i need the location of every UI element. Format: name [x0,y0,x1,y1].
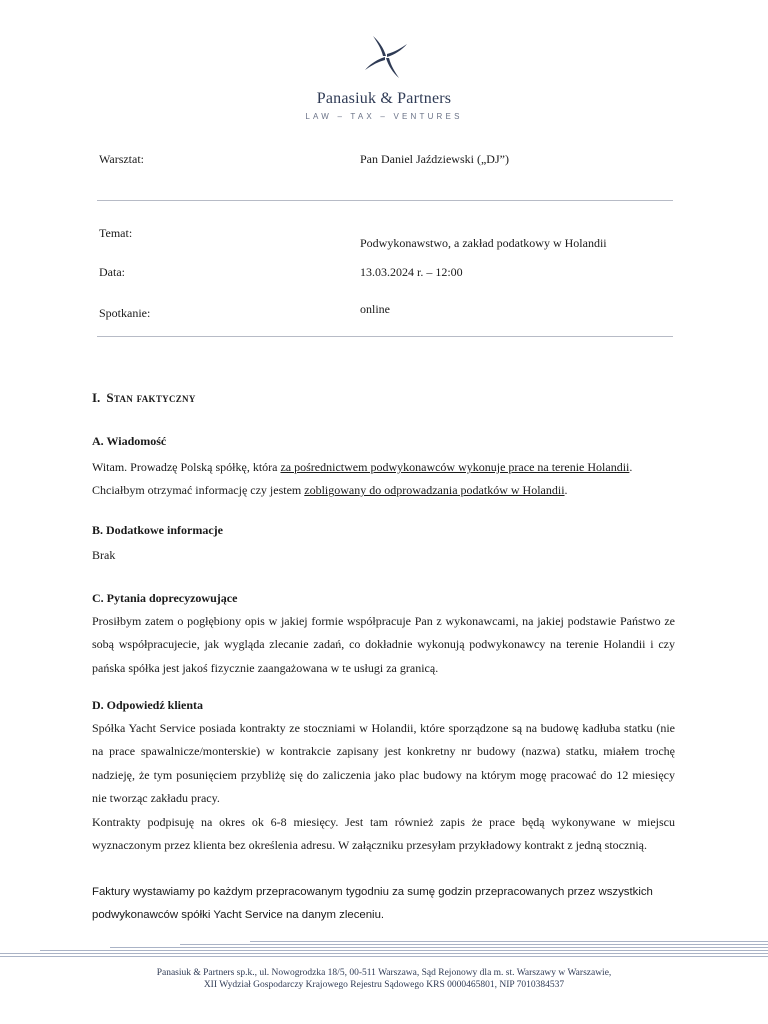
meeting-label: Spotkanie: [99,306,151,320]
section-title [92,390,196,406]
additional-info-text: Brak [92,548,116,562]
date-label: Data: [99,265,125,279]
meeting-value: online [360,302,390,316]
firm-logo-icon [362,33,410,81]
client-answer-paragraph [92,717,675,857]
section-number: I. [92,390,101,405]
section-title-text: Stan faktyczny [106,390,196,405]
footer-legal-text [0,967,768,991]
message-paragraph [92,456,675,503]
subject-label: Temat: [99,226,133,240]
footer-line-1: Panasiuk & Partners sp.k., ul. Nowogrodzka 18/5, 00-511 Warszawa, Sąd Rejonowy dla m. st. Warszawy w Warszawie, [156,968,612,978]
text-run: . [629,460,633,474]
date-value: 13.03.2024 r. – 12:00 [360,265,463,279]
subsection-heading-b: B. Dodatkowe informacje [92,523,223,537]
questions-paragraph: Prosiłbym zatem o pogłębiony opis w jakiej formie współpracuje Pan z wykonawcami, na jakiej podstawie Państwo ze sobą współpracujecie, jak wygląda zlecanie zadań, co dokładnie wykonują podwykonawcy na terenie Holandii i czy pańska spółka jest jakoś fizycznie zaangażowana w te usługi za granicą. [92,614,675,675]
text-run: Chciałbym otrzymać informację czy jestem [92,483,305,498]
firm-tagline: LAW – TAX – VENTURES [305,112,463,121]
subject-value: Podwykonawstwo, a zakład podatkowy w Holandii [360,236,607,250]
text-run: Witam. Prowadzę Polską spółkę, która [92,460,281,474]
text-run: Kontrakty podpisuję na okres ok 6-8 miesięcy. Jest tam również zapis że prace będą wykonywane w miejscu wyznaczonym przez klienta bez określenia adresu. W załączniku przesyłam przykładowy kontrakt z jedną stocznią. [92,814,675,853]
workshop-label: Warsztat: [99,152,145,166]
underlined-text: za pośrednictwem podwykonawców wykonuje prace na terenie Holandii [280,460,630,474]
text-run: . [564,483,568,498]
text-run: Spółka Yacht Service posiada kontrakty ze stoczniami w Holandii, które sporządzone są na budowę kadłuba statku (nie na prace spawalnicze/monterskie) w kontrakcie zapisany jest konkretny nr budowy (nazwa) statku, miałem trochę nadzieję, że tym posunięciem przybliżę się do zaliczenia jako plac budowy na którym mogę pracować do 12 miesięcy nie tworząc zakładu pracy. [92,721,675,806]
divider [97,336,673,337]
workshop-value: Pan Daniel Jaździewski („DJ”) [360,152,509,166]
footer-line-2: XII Wydział Gospodarczy Krajowego Rejestru Sądowego KRS 0000465801, NIP 7010384537 [203,980,565,990]
invoice-paragraph: Faktury wystawiamy po każdym przepracowanym tygodniu za sumę godzin przepracowanych przez wszystkich podwykonawców spółki Yacht Service na danym zleceniu. [92,886,653,921]
firm-name: Panasiuk & Partners [316,90,452,107]
subsection-heading-c: C. Pytania doprecyzowujące [92,591,238,605]
subsection-heading-a: A. Wiadomość [92,434,167,448]
subsection-heading-d: D. Odpowiedź klienta [92,698,204,712]
divider [97,200,673,201]
underlined-text: zobligowany do odprowadzania podatków w Holandii [304,483,565,498]
